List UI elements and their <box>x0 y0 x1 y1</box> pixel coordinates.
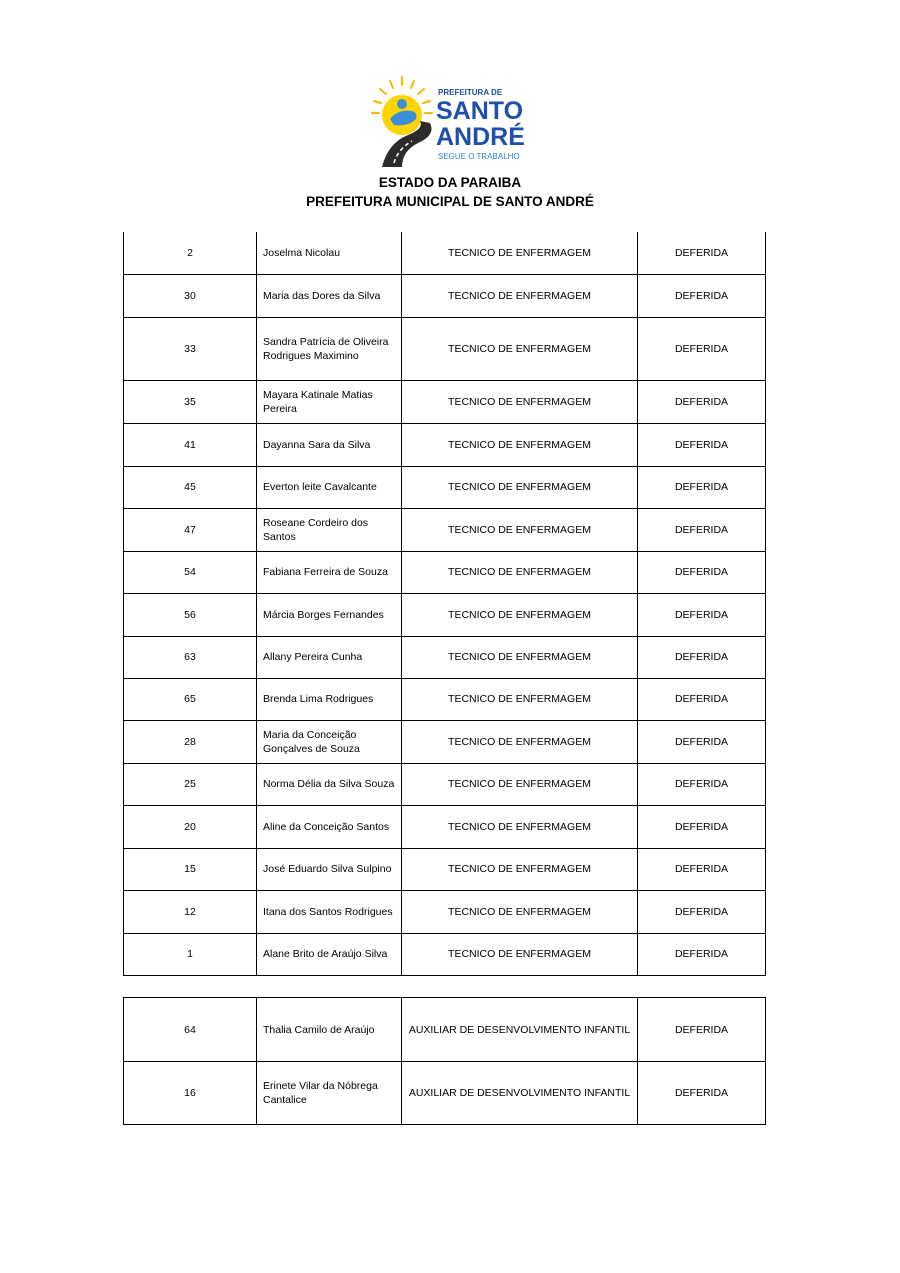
status-value: DEFERIDA <box>638 678 766 720</box>
position-title: TECNICO DE ENFERMAGEM <box>402 593 638 636</box>
status-value: DEFERIDA <box>638 890 766 933</box>
applicant-name: Alane Brito de Araújo Silva <box>257 933 402 975</box>
table-row <box>124 593 766 636</box>
status-value: DEFERIDA <box>638 763 766 805</box>
svg-text:PREFEITURA DE: PREFEITURA DE <box>438 88 503 97</box>
row-number: 47 <box>124 508 257 551</box>
table-row <box>124 232 766 274</box>
row-number: 1 <box>124 933 257 975</box>
position-title: TECNICO DE ENFERMAGEM <box>402 551 638 593</box>
status-value: DEFERIDA <box>638 232 766 274</box>
row-number: 56 <box>124 593 257 636</box>
document-subtitle: PREFEITURA MUNICIPAL DE SANTO ANDRÉ <box>306 194 594 209</box>
position-title: AUXILIAR DE DESENVOLVIMENTO INFANTIL <box>402 998 638 1062</box>
applicant-name: Sandra Patrícia de Oliveira Rodrigues Maximino <box>257 317 402 380</box>
status-value: DEFERIDA <box>638 274 766 317</box>
applicant-name: Everton leite Cavalcante <box>257 466 402 508</box>
table-row <box>124 636 766 678</box>
applicant-name: Dayanna Sara da Silva <box>257 423 402 466</box>
row-number: 45 <box>124 466 257 508</box>
table-row <box>124 1062 766 1125</box>
svg-text:SANTO: SANTO <box>436 97 524 125</box>
row-number: 16 <box>124 1062 257 1125</box>
status-value: DEFERIDA <box>638 551 766 593</box>
position-title: TECNICO DE ENFERMAGEM <box>402 678 638 720</box>
position-title: TECNICO DE ENFERMAGEM <box>402 508 638 551</box>
position-title: TECNICO DE ENFERMAGEM <box>402 763 638 805</box>
document-title: ESTADO DA PARAIBA <box>378 175 522 190</box>
applicant-name: José Eduardo Silva Sulpino <box>257 848 402 890</box>
position-title: TECNICO DE ENFERMAGEM <box>402 720 638 763</box>
applicant-name: Itana dos Santos Rodrigues <box>257 890 402 933</box>
status-value: DEFERIDA <box>638 933 766 975</box>
row-number: 41 <box>124 423 257 466</box>
table-row <box>124 998 766 1062</box>
applicant-name: Fabiana Ferreira de Souza <box>257 551 402 593</box>
table-row <box>124 848 766 890</box>
table-row <box>124 890 766 933</box>
table-row <box>124 317 766 380</box>
position-title: AUXILIAR DE DESENVOLVIMENTO INFANTIL <box>402 1062 638 1125</box>
table-row <box>124 933 766 975</box>
status-value: DEFERIDA <box>638 466 766 508</box>
table-row <box>124 508 766 551</box>
applicant-name: Mayara Katinale Matias Pereira <box>257 380 402 423</box>
applicant-name: Aline da Conceição Santos <box>257 805 402 848</box>
applicant-name: Maria da Conceição Gonçalves de Souza <box>257 720 402 763</box>
status-value: DEFERIDA <box>638 593 766 636</box>
position-title: TECNICO DE ENFERMAGEM <box>402 805 638 848</box>
position-title: TECNICO DE ENFERMAGEM <box>402 423 638 466</box>
row-number: 33 <box>124 317 257 380</box>
row-number: 25 <box>124 763 257 805</box>
status-value: DEFERIDA <box>638 423 766 466</box>
position-title: TECNICO DE ENFERMAGEM <box>402 232 638 274</box>
applicant-name: Márcia Borges Fernandes <box>257 593 402 636</box>
row-number: 20 <box>124 805 257 848</box>
row-number: 63 <box>124 636 257 678</box>
position-title: TECNICO DE ENFERMAGEM <box>402 933 638 975</box>
table-row <box>124 763 766 805</box>
table-row <box>124 274 766 317</box>
status-value: DEFERIDA <box>638 508 766 551</box>
svg-text:SEGUE O TRABALHO: SEGUE O TRABALHO <box>438 152 520 161</box>
status-value: DEFERIDA <box>638 636 766 678</box>
applicant-name: Allany Pereira Cunha <box>257 636 402 678</box>
status-value: DEFERIDA <box>638 720 766 763</box>
svg-text:ANDRÉ: ANDRÉ <box>436 123 525 151</box>
table-row <box>124 678 766 720</box>
row-number: 54 <box>124 551 257 593</box>
status-value: DEFERIDA <box>638 1062 766 1125</box>
position-title: TECNICO DE ENFERMAGEM <box>402 848 638 890</box>
position-title: TECNICO DE ENFERMAGEM <box>402 317 638 380</box>
applicant-name: Joselma Nicolau <box>257 232 402 274</box>
status-value: DEFERIDA <box>638 380 766 423</box>
row-number: 35 <box>124 380 257 423</box>
position-title: TECNICO DE ENFERMAGEM <box>402 380 638 423</box>
status-value: DEFERIDA <box>638 317 766 380</box>
applicant-name: Maria das Dores da Silva <box>257 274 402 317</box>
table-row <box>124 466 766 508</box>
results-table-auxiliar <box>123 997 766 1125</box>
row-number: 12 <box>124 890 257 933</box>
table-row <box>124 720 766 763</box>
position-title: TECNICO DE ENFERMAGEM <box>402 466 638 508</box>
applicant-name: Erinete Vilar da Nóbrega Cantalice <box>257 1062 402 1125</box>
status-value: DEFERIDA <box>638 998 766 1062</box>
row-number: 65 <box>124 678 257 720</box>
row-number: 30 <box>124 274 257 317</box>
position-title: TECNICO DE ENFERMAGEM <box>402 890 638 933</box>
applicant-name: Norma Délia da Silva Souza <box>257 763 402 805</box>
applicant-name: Thalia Camilo de Araújo <box>257 998 402 1062</box>
table-row <box>124 551 766 593</box>
table-row <box>124 805 766 848</box>
row-number: 2 <box>124 232 257 274</box>
status-value: DEFERIDA <box>638 805 766 848</box>
position-title: TECNICO DE ENFERMAGEM <box>402 636 638 678</box>
row-number: 28 <box>124 720 257 763</box>
table-row <box>124 423 766 466</box>
applicant-name: Brenda Lima Rodrigues <box>257 678 402 720</box>
row-number: 64 <box>124 998 257 1062</box>
status-value: DEFERIDA <box>638 848 766 890</box>
applicant-name: Roseane Cordeiro dos Santos <box>257 508 402 551</box>
row-number: 15 <box>124 848 257 890</box>
results-table-tecnico <box>123 232 766 976</box>
santo-andre-logo <box>368 73 532 169</box>
position-title: TECNICO DE ENFERMAGEM <box>402 274 638 317</box>
table-row <box>124 380 766 423</box>
